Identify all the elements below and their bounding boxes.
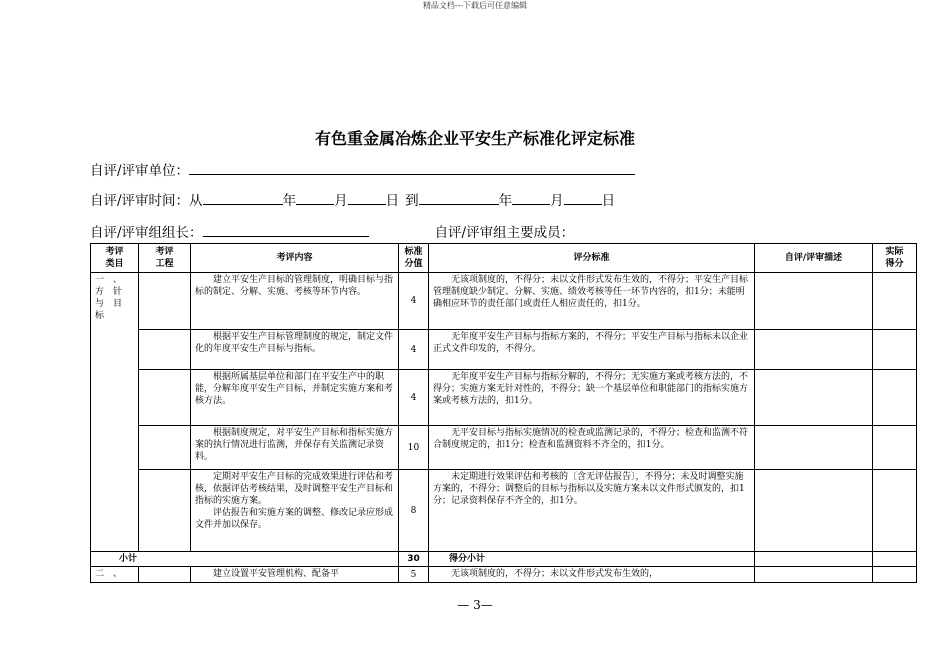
item-cell[interactable]	[139, 470, 191, 552]
content-cell: 定期对平安生产目标的完成效果进行评估和考核，依据评估考核结果，及时调整平安生产目标和指标的实施方案。 评估报告和实施方案的调整、修改记录应形成文件并加以保存。	[191, 470, 399, 552]
from-day-blank[interactable]	[348, 190, 386, 205]
score-cell: 4	[399, 370, 429, 426]
leader-label: 自评/评审组组长：	[90, 225, 203, 241]
to-year-blank[interactable]	[419, 190, 499, 205]
subtotal-label: 小计	[91, 552, 399, 567]
score-cell: 10	[399, 426, 429, 470]
self-eval-cell[interactable]	[755, 567, 873, 583]
members-label: 自评/评审组主要成员：	[434, 225, 575, 241]
header-category: 考评 类目	[91, 244, 139, 273]
time-label: 自评/评审时间：从	[90, 193, 203, 209]
content-cell: 建立平安生产目标的管理制度，明确目标与指标的制定、分解、实施、考核等环节内容。	[191, 273, 399, 330]
item-cell[interactable]	[139, 370, 191, 426]
self-eval-cell[interactable]	[755, 470, 873, 552]
document-title: 有色重金属冶炼企业平安生产标准化评定标准	[314, 129, 635, 148]
criteria-cell: 无该项制度的，不得分；未以文件形式发布生效的，	[429, 567, 755, 583]
table-row	[91, 370, 917, 426]
day-label-2: 日	[601, 193, 616, 209]
header-content: 考评内容	[191, 244, 399, 273]
table-row	[91, 426, 917, 470]
self-eval-cell[interactable]	[755, 370, 873, 426]
subtotal-self-eval[interactable]	[755, 552, 873, 567]
subtotal-actual[interactable]	[873, 552, 917, 567]
content-cell: 根据所属基层单位和部门在平安生产中的职能，分解年度平安生产目标，并制定实施方案和考核方法。	[191, 370, 399, 426]
to-label: 到	[405, 193, 419, 209]
self-eval-cell[interactable]	[755, 426, 873, 470]
actual-score-cell[interactable]	[873, 567, 917, 583]
month-label: 月	[334, 193, 348, 209]
table-row	[91, 470, 917, 552]
subtotal-row	[91, 552, 917, 567]
page-number: — 3—	[457, 598, 493, 612]
actual-score-cell[interactable]	[873, 273, 917, 330]
criteria-cell: 无该项制度的，不得分；未以文件形式发布生效的，不得分；平安生产目标管理制度缺少制定、分解、实施、绩效考核等任一环节内容的，扣1分；未能明确相应环节的责任部门或责任人相应责任的，扣1分。	[429, 273, 755, 330]
from-year-blank[interactable]	[203, 190, 283, 205]
actual-score-cell[interactable]	[873, 330, 917, 370]
to-month-blank[interactable]	[512, 190, 550, 205]
leader-blank[interactable]	[203, 222, 369, 237]
content-cell: 根据平安生产目标管理制度的规定，制定文件化的年度平安生产目标与指标。	[191, 330, 399, 370]
table-header-row	[91, 244, 917, 273]
evaluation-table	[90, 243, 917, 583]
self-eval-cell[interactable]	[755, 330, 873, 370]
year-label-2: 年	[498, 193, 513, 209]
score-cell: 4	[399, 273, 429, 330]
item-cell[interactable]	[139, 273, 191, 330]
category-cell: 一 、 方 针 与 目 标	[91, 273, 139, 552]
score-cell: 8	[399, 470, 429, 552]
criteria-cell: 未定期进行效果评估和考核的〔含无评估报告〕，不得分；未及时调整实施方案的，不得分；调整后的目标与指标以及实施方案未以文件形式颁发的，扣1分；记录资料保存不齐全的，扣1分。	[429, 470, 755, 552]
actual-score-cell[interactable]	[873, 470, 917, 552]
to-day-blank[interactable]	[564, 190, 602, 205]
month-label-2: 月	[550, 193, 564, 209]
criteria-cell: 无年度平安生产目标与指标分解的，不得分；无实施方案或考核方法的，不得分；实施方案无针对性的，不得分；缺一个基层单位和职能部门的指标实施方案或考核方法的，扣1分。	[429, 370, 755, 426]
score-cell: 5	[399, 567, 429, 583]
header-self-eval: 自评/评审描述	[755, 244, 873, 273]
day-label: 日	[385, 193, 400, 209]
category-cell: 二 、	[91, 567, 139, 583]
subtotal-score: 30	[399, 552, 429, 567]
content-cell: 根据制度规定，对平安生产目标和指标实施方案的执行情况进行监测，并保存有关监测记录资料。	[191, 426, 399, 470]
item-cell[interactable]	[139, 330, 191, 370]
item-cell[interactable]	[139, 567, 191, 583]
actual-score-cell[interactable]	[873, 426, 917, 470]
header-criteria: 评分标准	[429, 244, 755, 273]
form-leader-line	[90, 222, 574, 242]
table-row	[91, 567, 917, 583]
content-cell: 建立设置平安管理机构、配备平	[191, 567, 399, 583]
year-label: 年	[282, 193, 297, 209]
unit-label: 自评/评审单位：	[90, 163, 190, 179]
self-eval-cell[interactable]	[755, 273, 873, 330]
header-watermark: 精品文档---下载后可任意编辑	[422, 1, 528, 10]
criteria-cell: 无平安目标与指标实施情况的检查或监测记录的，不得分；检查和监测不符合制度规定的，扣1分；检查和监测资料不齐全的，扣1分。	[429, 426, 755, 470]
unit-blank[interactable]	[189, 160, 635, 175]
header-score: 标准 分值	[399, 244, 429, 273]
actual-score-cell[interactable]	[873, 370, 917, 426]
form-time-line	[90, 190, 615, 210]
header-actual: 实际 得分	[873, 244, 917, 273]
subtotal-criteria: 得分小计	[429, 552, 755, 567]
table-row	[91, 330, 917, 370]
item-cell[interactable]	[139, 426, 191, 470]
table-row	[91, 273, 917, 330]
form-unit-line	[90, 160, 635, 180]
criteria-cell: 无年度平安生产目标与指标方案的，不得分；平安生产目标与指标未以企业正式文件印发的，不得分。	[429, 330, 755, 370]
from-month-blank[interactable]	[296, 190, 334, 205]
header-item: 考评 工程	[139, 244, 191, 273]
score-cell: 4	[399, 330, 429, 370]
